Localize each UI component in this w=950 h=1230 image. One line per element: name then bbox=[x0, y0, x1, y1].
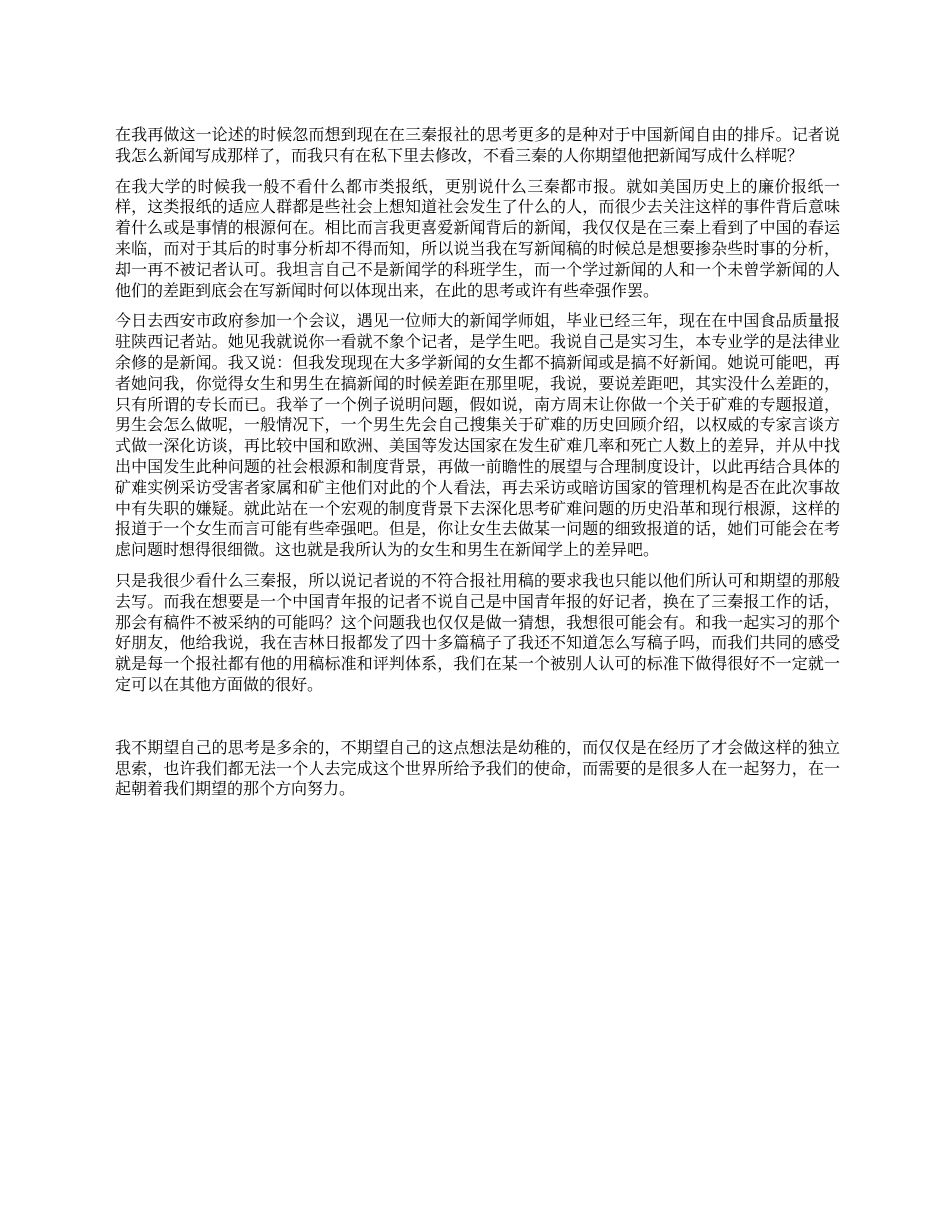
paragraph-3: 今日去西安市政府参加一个会议，遇见一位师大的新闻学师姐，毕业已经三年，现在在中国食品质量报驻陕西记者站。她见我就说你一看就不象个记者，是学生吧。我说自己是实习生，本专业学的是法律业余修的是新闻。我又说：但我发现现在大多学新闻的女生都不搞新闻或是搞不好新闻。她说可能吧，再者她问我，你觉得女生和男生在搞新闻的时候差距在那里呢，我说，要说差距吧，其实没什么差距的，只有所谓的专长而已。我举了一个例子说明问题，假如说，南方周末让你做一个关于矿难的专题报道，男生会怎么做呢，一般情况下，一个男生先会自己搜集关于矿难的历史回顾介绍，以权威的专家言谈方式做一深化访谈，再比较中国和欧洲、美国等发达国家在发生矿难几率和死亡人数上的差异，并从中找出中国发生此种问题的社会根源和制度背景，再做一前瞻性的展望与合理制度设计，以此再结合具体的矿难实例采访受害者家属和矿主他们对此的个人看法，再去采访或暗访国家的管理机构是否在此次事故中有失职的嫌疑。就此站在一个宏观的制度背景下去深化思考矿难问题的历史沿革和现行根源，这样的报道于一个女生而言可能有些牵强吧。但是，你让女生去做某一问题的细致报道的话，她们可能会在考虑问题时想得很细微。这也就是我所认为的女生和男生在新闻学上的差异吧。 bbox=[115, 311, 840, 560]
paragraph-1: 在我再做这一论述的时候忽而想到现在在三秦报社的思考更多的是种对于中国新闻自由的排斥。记者说我怎么新闻写成那样了，而我只有在私下里去修改，不看三秦的人你期望他把新闻写成什么样呢？ bbox=[115, 125, 840, 165]
paragraph-4: 只是我很少看什么三秦报，所以说记者说的不符合报社用稿的要求我也只能以他们所认可和期望的那般去写。而我在想要是一个中国青年报的记者不说自己是中国青年报的好记者，换在了三秦报工作的话，那会有稿件不被采纳的可能吗？这个问题我也仅仅是做一猜想，我想很可能会有。和我一起实习的那个好朋友，他给我说，我在吉林日报都发了四十多篇稿子了我还不知道怎么写稿子吗，而我们共同的感受就是每一个报社都有他的用稿标准和评判体系，我们在某一个被别人认可的标准下做得很好不一定就一定可以在其他方面做的很好。 bbox=[115, 570, 840, 694]
paragraph-2: 在我大学的时候我一般不看什么都市类报纸，更别说什么三秦都市报。就如美国历史上的廉价报纸一样，这类报纸的适应人群都是些社会上想知道社会发生了什么的人，而很少去关注这样的事件背后意味着什么或是事情的根源何在。相比而言我更喜爱新闻背后的新闻，我仅仅是在三秦上看到了中国的春运来临，而对于其后的时事分析却不得而知，所以说当我在写新闻稿的时候总是想要掺杂些时事的分析，却一再不被记者认可。我坦言自己不是新闻学的科班学生，而一个学过新闻的人和一个未曾学新闻的人他们的差距到底会在写新闻时何以体现出来，在此的思考或许有些牵强作罢。 bbox=[115, 176, 840, 300]
paragraph-5: 我不期望自己的思考是多余的，不期望自己的这点想法是幼稚的，而仅仅是在经历了才会做这样的独立思索，也许我们都无法一个人去完成这个世界所给予我们的使命，而需要的是很多人在一起努力，在一起朝着我们期望的那个方向努力。 bbox=[115, 737, 840, 799]
document-body bbox=[115, 125, 840, 810]
